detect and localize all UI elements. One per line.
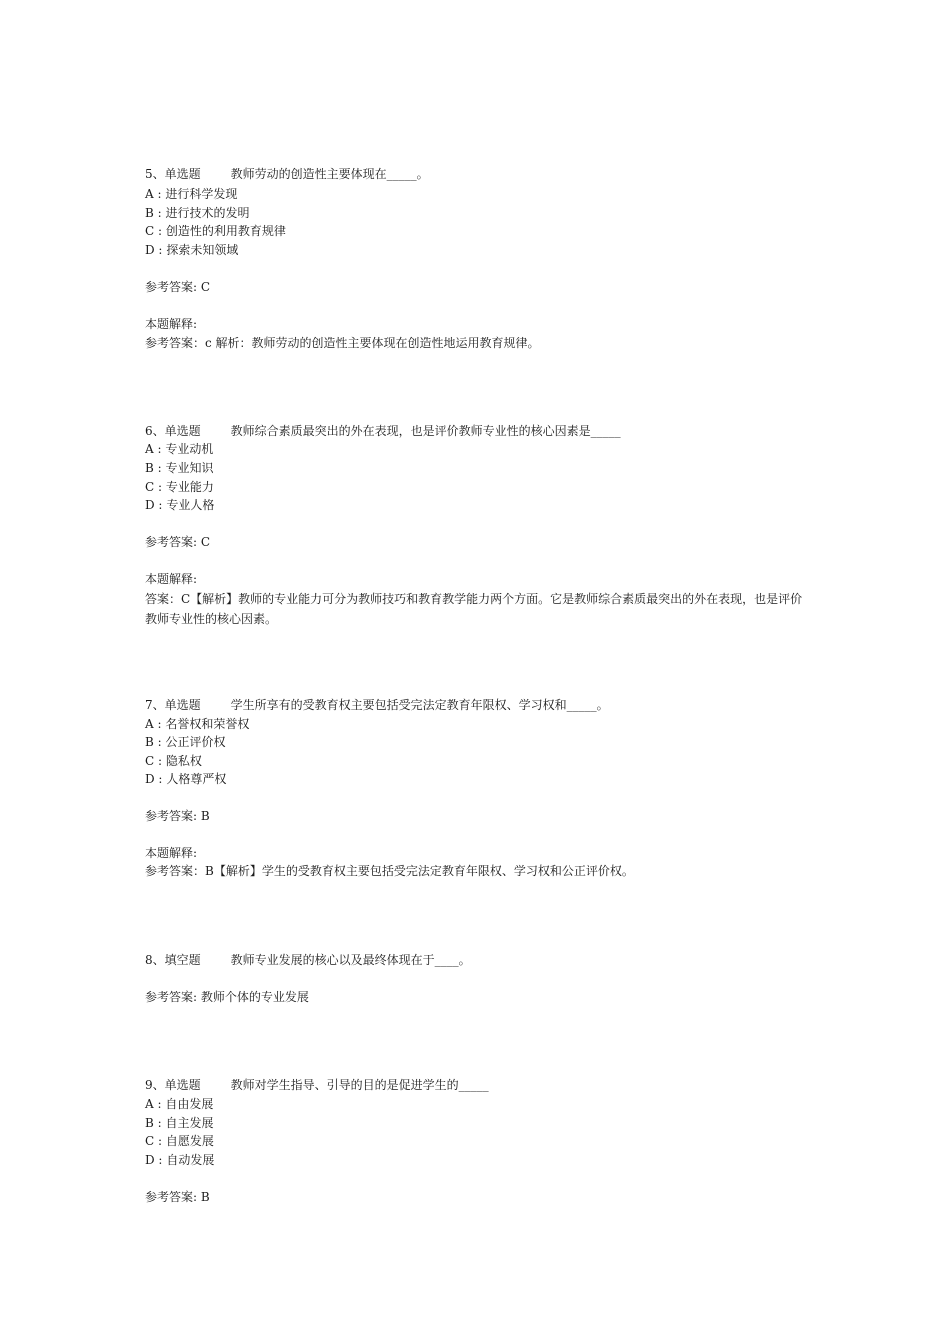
question-type: 单选题 xyxy=(164,167,201,181)
question-text: 教师综合素质最突出的外在表现，也是评价教师专业性的核心因素是_____ xyxy=(230,424,621,438)
question-type: 单选题 xyxy=(164,1078,201,1092)
explanation-text: 参考答案：B【解析】学生的受教育权主要包括受完法定教育年限权、学习权和公正评价权。 xyxy=(145,864,634,878)
option-d: D : 专业人格 xyxy=(145,498,215,512)
answer: 参考答案: 教师个体的专业发展 xyxy=(145,990,309,1004)
answer: 参考答案: C xyxy=(145,280,211,294)
question-stem xyxy=(145,952,471,968)
question-stem xyxy=(145,697,609,713)
explanation-label: 本题解释: xyxy=(145,572,198,586)
answer: 参考答案: B xyxy=(145,809,210,823)
option-a: A : 名誉权和荣誉权 xyxy=(145,717,250,731)
question-type: 填空题 xyxy=(164,953,201,967)
question-number: 8、 xyxy=(145,953,165,967)
option-c: C : 自愿发展 xyxy=(145,1134,214,1148)
option-d: D : 探索未知领域 xyxy=(145,243,239,257)
question-number: 6、 xyxy=(145,424,165,438)
option-b: B : 专业知识 xyxy=(145,461,214,475)
answer: 参考答案: B xyxy=(145,1190,210,1204)
option-b: B : 公正评价权 xyxy=(145,735,226,749)
option-a: A : 进行科学发现 xyxy=(145,187,238,201)
question-stem xyxy=(145,166,429,182)
question-number: 5、 xyxy=(145,167,165,181)
option-b: B : 自主发展 xyxy=(145,1116,214,1130)
question-number: 7、 xyxy=(145,698,165,712)
question-number: 9、 xyxy=(145,1078,165,1092)
option-a: A : 自由发展 xyxy=(145,1097,214,1111)
option-b: B : 进行技术的发明 xyxy=(145,206,250,220)
question-type: 单选题 xyxy=(164,424,201,438)
question-text: 教师对学生指导、引导的目的是促进学生的_____ xyxy=(230,1078,489,1092)
explanation-text: 参考答案：c 解析：教师劳动的创造性主要体现在创造性地运用教育规律。 xyxy=(145,336,540,350)
option-a: A : 专业动机 xyxy=(145,442,214,456)
question-stem xyxy=(145,1077,489,1093)
answer: 参考答案: C xyxy=(145,535,211,549)
question-text: 教师劳动的创造性主要体现在_____。 xyxy=(230,167,429,181)
option-c: C : 创造性的利用教育规律 xyxy=(145,224,286,238)
question-stem xyxy=(145,423,621,439)
question-text: 学生所享有的受教育权主要包括受完法定教育年限权、学习权和_____。 xyxy=(230,698,609,712)
option-c: C : 隐私权 xyxy=(145,754,202,768)
option-d: D : 自动发展 xyxy=(145,1153,215,1167)
explanation-label: 本题解释: xyxy=(145,846,198,860)
explanation-text: 答案：C【解析】教师的专业能力可分为教师技巧和教育教学能力两个方面。它是教师综合素质最突出的外在表现，也是评价教师专业性的核心因素。 xyxy=(145,592,803,626)
option-c: C : 专业能力 xyxy=(145,480,214,494)
question-text: 教师专业发展的核心以及最终体现在于____。 xyxy=(230,953,471,967)
explanation-label: 本题解释: xyxy=(145,317,198,331)
question-type: 单选题 xyxy=(164,698,201,712)
option-d: D : 人格尊严权 xyxy=(145,772,227,786)
